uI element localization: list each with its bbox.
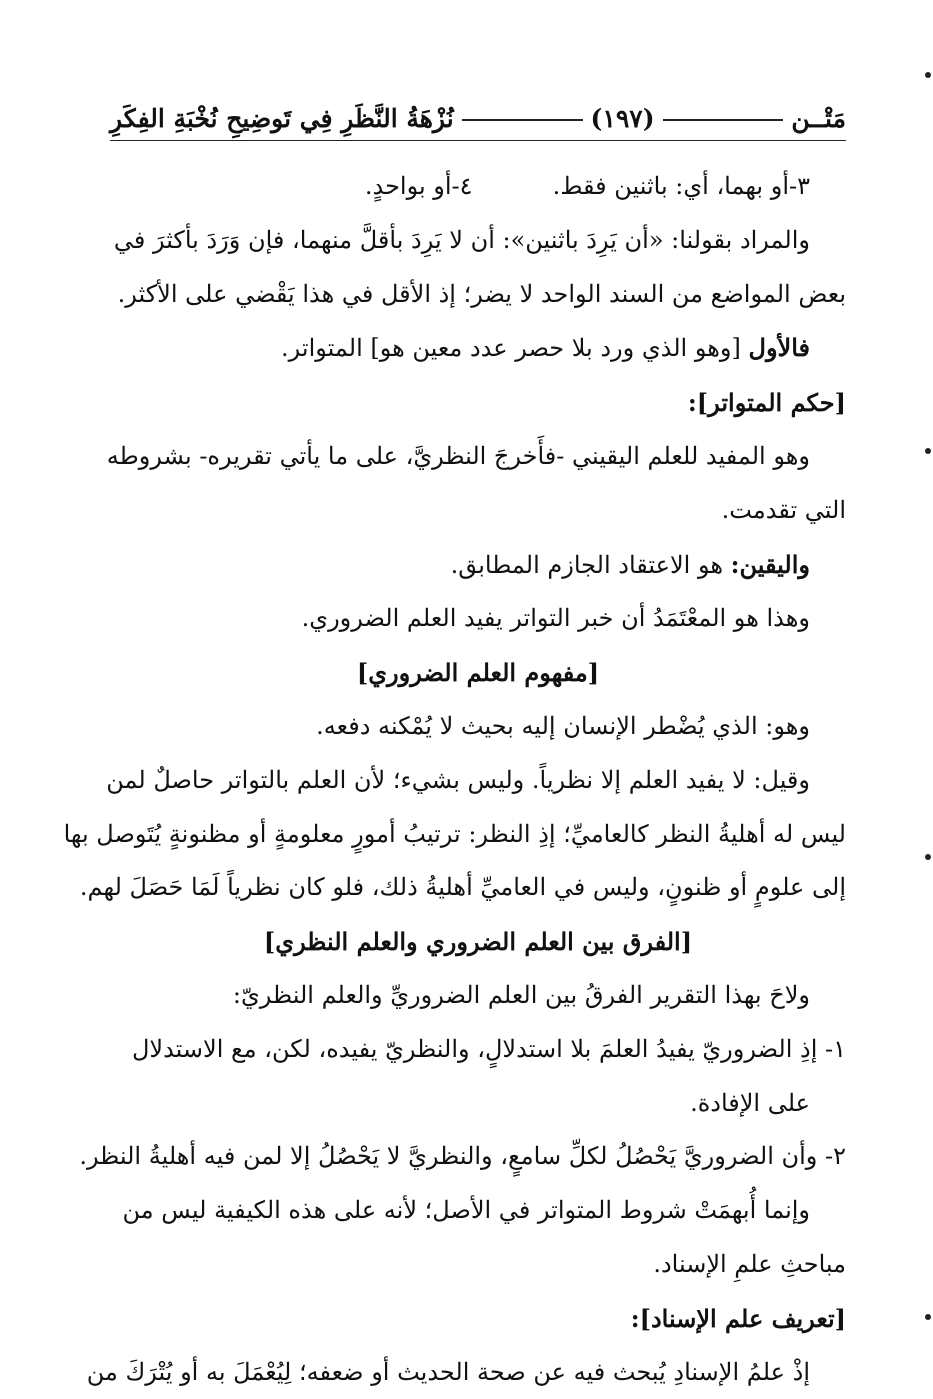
heading-necessary-knowledge: [مفهوم العلم الضروري] xyxy=(356,658,600,688)
text-line-10: وقيل: لا يفيد العلم إلا نظرياً. وليس بشيء؛ لأن العلم بالتواتر حاصلٌ لمن xyxy=(106,765,810,794)
text-line-6: التي تقدمت. xyxy=(721,495,846,524)
header-right-label: مَتْــن xyxy=(791,103,846,133)
margin-mark-4 xyxy=(925,1314,931,1320)
page-header xyxy=(110,96,846,141)
margin-mark-3 xyxy=(925,854,931,860)
list-item-4: ٤-أو بواحدٍ. xyxy=(364,172,473,200)
text-line-5: وهو المفيد للعلم اليقيني -فأَخرجَ النظريَّ، على ما يأتي تقريره- بشروطه xyxy=(106,441,810,470)
heading-mutawatir-ruling: [حكم المتواتر]: xyxy=(687,388,846,418)
heading-difference: [الفرق بين العلم الضروري والعلم النظري] xyxy=(263,927,693,957)
text-line-18: مباحثِ علمِ الإسناد. xyxy=(653,1249,846,1278)
bold-term-yaqin: واليقين: xyxy=(730,549,810,579)
text-line-14: ١- إذِ الضروريّ يفيدُ العلمَ بلا استدلالٍ، والنظريّ يفيده، لكن، مع الاستدلال xyxy=(131,1034,846,1063)
heading-isnad-definition: [تعريف علم الإسناد]: xyxy=(630,1303,846,1333)
text-line-12: إلى علومٍ أو ظنونٍ، وليس في العاميِّ أهليةُ ذلك، فلو كان نظرياً لَمَا حَصَلَ لهم. xyxy=(79,873,846,902)
text-line-2: والمراد بقولنا: «أن يَرِدَ باثنين»: أن لا يَرِدَ بأقلَّ منهما، فإن وَرَدَ بأكثرَ في xyxy=(113,225,810,254)
text-line-9: وهو: الذي يُضْطر الإنسان إليه بحيث لا يُمْكنه دفعه. xyxy=(316,711,810,740)
text-line-8: وهذا هو المعْتَمَدُ أن خبر التواتر يفيد العلم الضروري. xyxy=(301,604,810,633)
bold-term-first: فالأول xyxy=(748,333,810,363)
text-line-15: على الإفادة. xyxy=(690,1088,810,1117)
text-line-19: إذْ علمُ الإسنادِ يُبحث فيه عن صحة الحديث أو ضعفه؛ لِيُعْمَلَ به أو يُتْرَكَ من xyxy=(86,1357,810,1386)
text-line-1 xyxy=(110,160,846,214)
book-title: نُزْهَةُ النَّظَرِ فِي تَوضِيحِ نُخْبَةِ الفِكَرِ xyxy=(110,103,454,133)
header-rule-right xyxy=(663,119,784,121)
margin-mark-2 xyxy=(925,448,931,454)
text-line-4: فالأول [وهو الذي ورد بلا حصر عدد معين هو] المتواتر. xyxy=(281,333,810,363)
margin-mark-1 xyxy=(925,72,931,78)
text-line-11: ليس له أهليةُ النظر كالعاميِّ؛ إذِ النظر: ترتيبُ أمورٍ معلومةٍ أو مظنونةٍ يُتَوصل بها xyxy=(63,819,846,848)
page-number: (١٩٧) xyxy=(590,103,655,133)
text-line-13: ولاحَ بهذا التقرير الفرقُ بين العلم الضروريِّ والعلم النظريّ: xyxy=(232,980,810,1009)
text-line-17: وإنما أُبهمَتْ شروط المتواتر في الأصل؛ لأنه على هذه الكيفية ليس من xyxy=(122,1196,810,1225)
header-rule-left xyxy=(462,119,583,121)
text-line-7: واليقين: هو الاعتقاد الجازم المطابق. xyxy=(450,549,810,579)
list-item-3: ٣-أو بهما، أي: باثنين فقط. xyxy=(552,172,810,200)
text-line-16: ٢- وأن الضروريَّ يَحْصُلُ لكلِّ سامعٍ، والنظريَّ لا يَحْصُلُ إلا لمن فيه أهليةُ النظر. xyxy=(79,1142,846,1171)
text-line-3: بعض المواضع من السند الواحد لا يضر؛ إذ الأقل في هذا يَقْضي على الأكثر. xyxy=(117,279,846,308)
body-text xyxy=(63,160,846,1399)
